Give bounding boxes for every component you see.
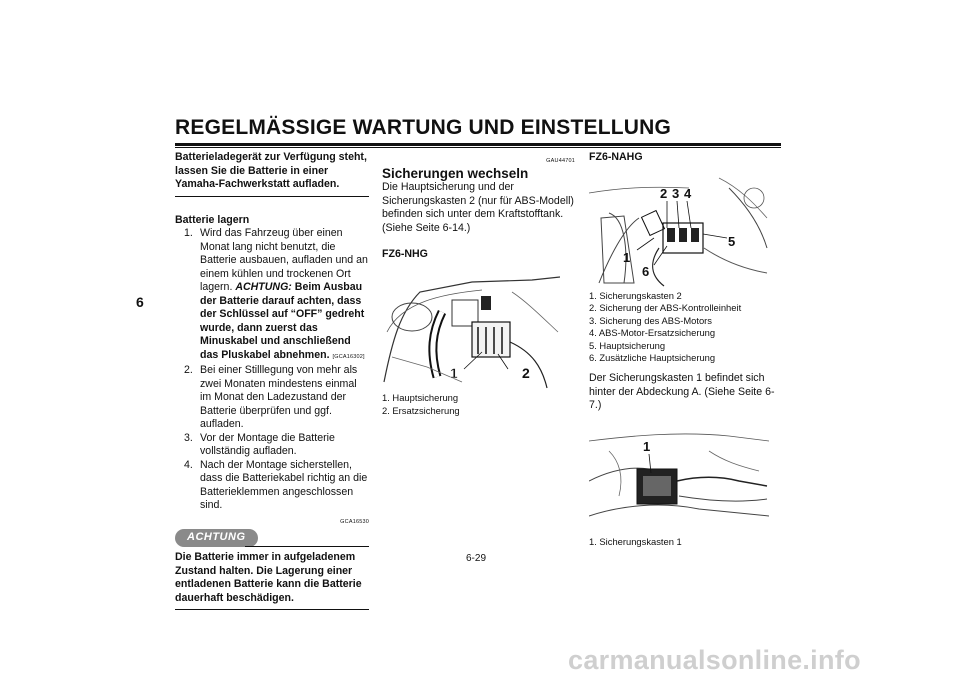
right-column bbox=[589, 151, 782, 548]
intro-text: Batterieladegerät zur Verfügung steht, lassen Sie die Batterie in einer Yamaha-Fachwerkstatt aufladen. bbox=[175, 151, 367, 190]
section-heading-fuses: Sicherungen wechseln bbox=[382, 165, 529, 181]
caption-item: 2. Ersatzsicherung bbox=[382, 405, 460, 416]
left-column bbox=[175, 151, 369, 610]
model-label: FZ6-NAHG bbox=[589, 151, 643, 163]
list-number: 2. bbox=[184, 364, 193, 376]
warning-text: Beim Ausbau der Batterie darauf achten, dass der Schlüssel auf “OFF” gedreht wurde, dann zuerst das Minuskabel und anschließend das Pluskabel abnehmen. bbox=[200, 281, 365, 361]
achtung-badge: ACHTUNG bbox=[175, 529, 258, 547]
photo-callout: 1 bbox=[450, 364, 458, 381]
achtung-inline: ACHTUNG: bbox=[235, 281, 292, 293]
photo-fz6-nhg bbox=[382, 272, 560, 389]
reference-code: [GCA16302] bbox=[332, 353, 365, 360]
caption-item: 5. Hauptsicherung bbox=[589, 339, 666, 351]
photo-fuse-box-1 bbox=[589, 421, 769, 531]
photo-callout: 5 bbox=[728, 233, 736, 249]
list-number: 4. bbox=[184, 458, 193, 471]
list-text: Nach der Montage sicherstellen, dass die Batteriekabel richtig an die Batterieklemmen angeschlossen sind. bbox=[200, 458, 368, 511]
fuse-box-1-text: Der Sicherungskasten 1 befindet sich hinter der Abdeckung A. (Siehe Seite 6-7.) bbox=[589, 372, 775, 412]
watermark: carmanualsonline.info bbox=[568, 645, 861, 675]
list-text: Bei einer Stilllegung von mehr als zwei Monaten mindestens einmal im Monat den Ladezustand der Batterie überprüfen und ggf. aufladen. bbox=[200, 364, 358, 430]
list-number: 3. bbox=[184, 431, 193, 444]
photo-callout: 1 bbox=[643, 438, 651, 454]
caption-list bbox=[589, 290, 782, 366]
page-number: 6-29 bbox=[466, 553, 487, 564]
caption-item: 1. Sicherungskasten 1 bbox=[589, 535, 682, 547]
achtung-text: Die Batterie immer in aufgeladenem Zustand halten. Die Lagerung einer entladenen Batterie kann die Batterie dauerhaft beschädigen. bbox=[175, 551, 362, 604]
reference-code: GAU44701 bbox=[546, 158, 575, 164]
list-item bbox=[175, 459, 369, 513]
caption-item: 1. Hauptsicherung bbox=[382, 391, 459, 403]
photo-callout: 2 bbox=[522, 364, 530, 381]
chapter-tab: 6 bbox=[136, 294, 144, 310]
middle-column bbox=[382, 153, 575, 418]
model-label: FZ6-NHG bbox=[382, 248, 428, 260]
reference-code: GCA16530 bbox=[340, 518, 369, 525]
caption-item: 1. Sicherungskasten 2 bbox=[589, 289, 682, 301]
header-rule bbox=[175, 143, 781, 146]
photo-fz6-nahg bbox=[589, 168, 769, 288]
photo-callout: 6 bbox=[642, 263, 650, 279]
divider bbox=[245, 546, 369, 547]
photo-callout: 2 bbox=[660, 185, 668, 201]
list-item bbox=[175, 364, 369, 432]
header-rule-thin bbox=[175, 147, 781, 148]
list-text: Wird das Fahrzeug über einen Monat lang nicht benutzt, die Batterie ausbauen, aufladen und an einem kühlen und trockenen Ort lagern. bbox=[200, 227, 368, 293]
divider bbox=[175, 196, 369, 197]
list-number: 1. bbox=[184, 227, 193, 239]
caption-item: 2. Sicherung der ABS-Kontrolleinheit bbox=[589, 302, 742, 314]
list-text: Vor der Montage die Batterie vollständig aufladen. bbox=[200, 431, 335, 457]
caption-item: 3. Sicherung des ABS-Motors bbox=[589, 314, 712, 326]
divider bbox=[175, 609, 369, 610]
photo-callout: 4 bbox=[684, 185, 692, 201]
photo-callout: 3 bbox=[672, 185, 680, 201]
caption-list bbox=[382, 391, 575, 418]
photo-callout: 1 bbox=[623, 249, 631, 265]
page-title: REGELMÄSSIGE WARTUNG UND EINSTELLUNG bbox=[175, 116, 672, 139]
list-item bbox=[175, 227, 369, 364]
fuse-location-text: Die Hauptsicherung und der Sicherungskasten 2 (nur für ABS-Modell) befinden sich unter dem Kraftstofftank. (Siehe Seite 6-14.) bbox=[382, 181, 574, 234]
caption-item: 6. Zusätzliche Hauptsicherung bbox=[589, 352, 716, 364]
caption-item: 4. ABS-Motor-Ersatzsicherung bbox=[589, 327, 716, 339]
section-heading-battery-storage: Batterie lagern bbox=[175, 213, 250, 226]
list-item bbox=[175, 432, 369, 459]
